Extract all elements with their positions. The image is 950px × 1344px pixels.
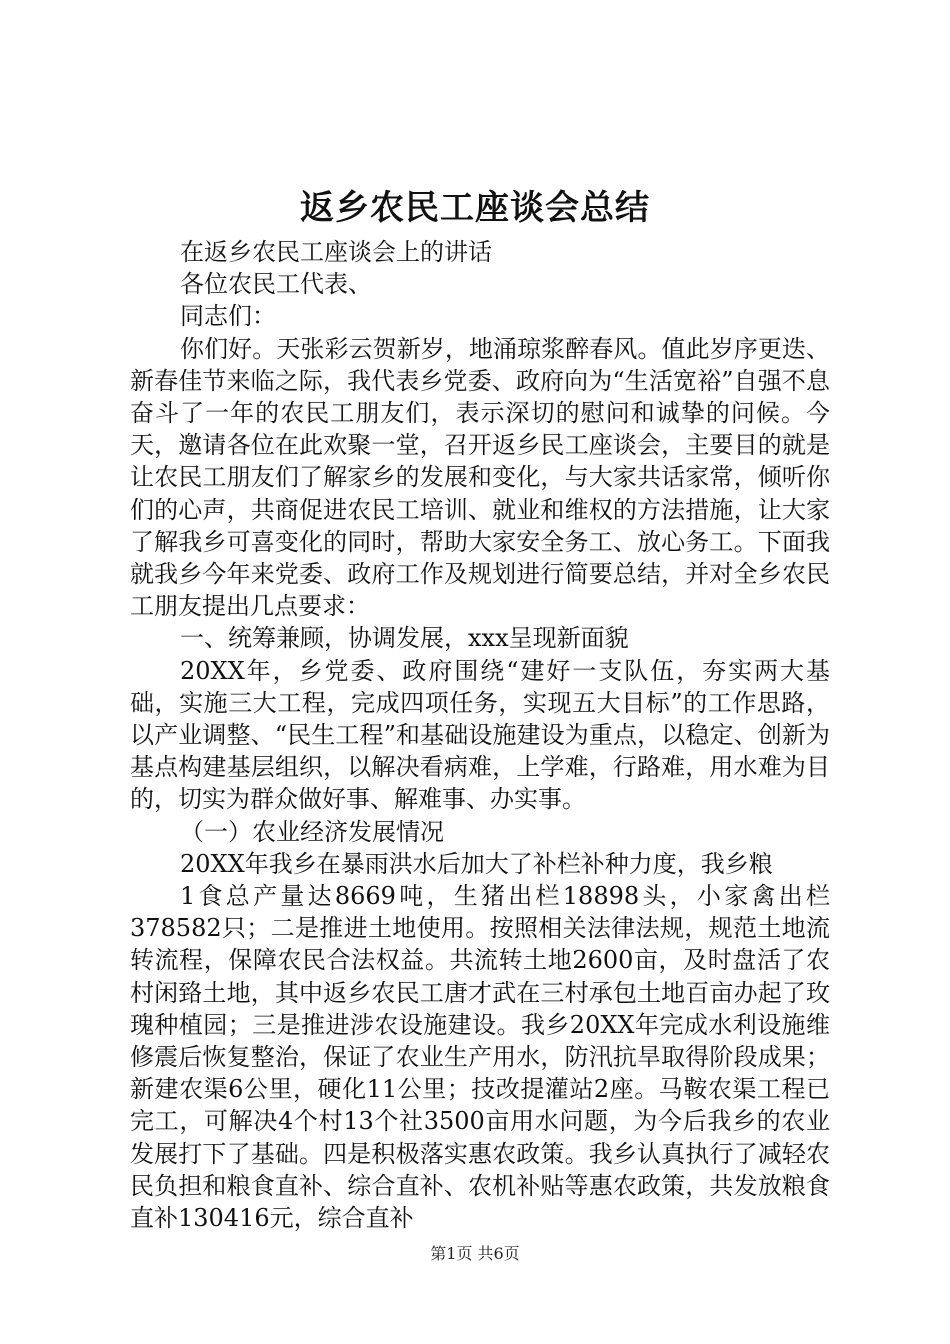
subsection-heading-1: （一）农业经济发展情况 <box>180 817 444 846</box>
document-title: 返乡农民工座谈会总结 <box>300 188 650 228</box>
document-body <box>130 236 830 1234</box>
paragraph-salutation-2: 同志们： <box>180 302 276 331</box>
paragraph-agriculture-details: 1食总产量达8669吨，生猪出栏18898头，小家禽出栏378582只；二是推进土地使用。按照相关法律法规，规范土地流转流程，保障农民合法权益。共流转土地2600亩，及时盘活了农村闲臵土地，其中返乡农民工唐才武在三村承包土地百亩办起了玫瑰种植园；三是推进涉农设施建设。我乡20XX年完成水利设施维修震后恢复整治，保证了农业生产用水，防汛抗旱取得阶段成果；新建农渠6公里，硬化11公里；技改提灌站2座。马鞍农渠工程已完工，可解决4个村13个社3500亩用水问题，为今后我乡的农业发展打下了基础。四是积极落实惠农政策。我乡认真执行了减轻农民负担和粮食直补、综合直补、农机补贴等惠农政策，共发放粮食直补130416元，综合直补 <box>130 882 830 1233</box>
paragraph-agriculture-intro: 20XX年我乡在暴雨洪水后加大了补栏补种力度，我乡粮 <box>180 849 773 878</box>
paragraph-speech-heading: 在返乡农民工座谈会上的讲话 <box>180 238 492 266</box>
section-heading-1: 一、统筹兼顾，协调发展，xxx呈现新面貌 <box>180 624 629 653</box>
paragraph-greeting: 你们好。天张彩云贺新岁，地涌琼浆醉春风。值此岁序更迭、新春佳节来临之际，我代表乡党委、政府向为“生活宽裕”自强不息奋斗了一年的农民工朋友们，表示深切的慰问和诚挚的问候。今天，邀请各位在此欢聚一堂，召开返乡民工座谈会，主要目的就是让农民工朋友们了解家乡的发展和变化，与大家共话家常，倾听你们的心声，共商促进农民工培训、就业和维权的方法措施，让大家了解我乡可喜变化的同时，帮助大家安全务工、放心务工。下面我就我乡今年来党委、政府工作及规划进行简要总结，并对全乡农民工朋友提出几点要求： <box>130 334 830 621</box>
paragraph-work-plan: 20XX年，乡党委、政府围绕“建好一支队伍，夯实两大基础，实施三大工程，完成四项任务，实现五大目标”的工作思路，以产业调整、“民生工程”和基础设施建设为重点，以稳定、创新为基点构建基层组织，以解决看病难，上学难，行路难，用水难为目的，切实为群众做好事、解难事、办实事。 <box>130 656 830 814</box>
paragraph-salutation-1: 各位农民工代表、 <box>180 270 372 299</box>
page-footer: 第1页 共6页 <box>430 1244 520 1263</box>
